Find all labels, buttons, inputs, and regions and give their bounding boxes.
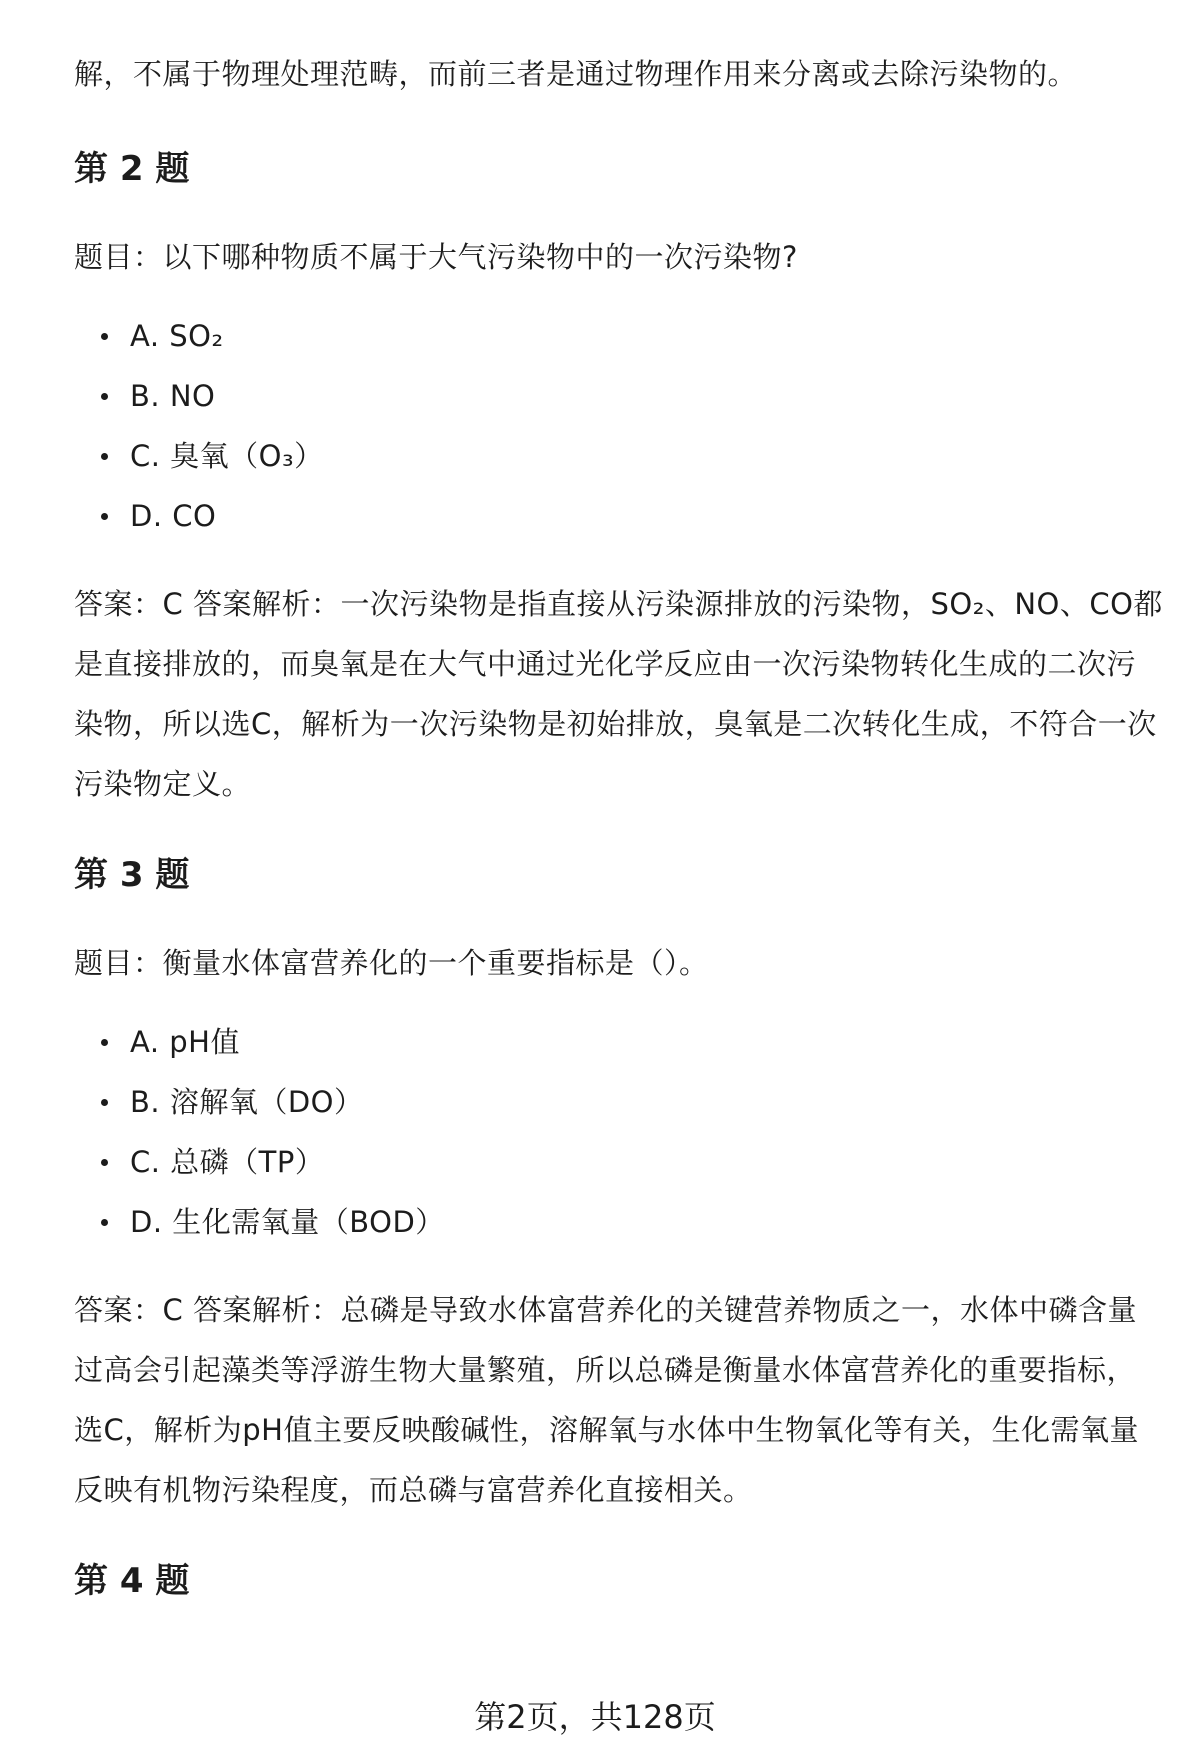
question-3-option-a: A. pH值 bbox=[74, 1012, 1164, 1072]
question-2-answer: 答案：C 答案解析：一次污染物是指直接从污染源排放的污染物，SO₂、NO、CO都是直接排放的，而臭氧是在大气中通过光化学反应由一次污染物转化生成的二次污染物，所以选C，解析为一次污染物是初始排放，臭氧是二次转化生成，不符合一次污染物定义。 bbox=[74, 587, 1163, 801]
question-3-prompt: 题目：衡量水体富营养化的一个重要指标是（）。 bbox=[74, 946, 709, 980]
question-3-option-c: C. 总磷（TP） bbox=[74, 1132, 1164, 1192]
question-3-answer: 答案：C 答案解析：总磷是导致水体富营养化的关键营养物质之一，水体中磷含量过高会引起藻类等浮游生物大量繁殖，所以总磷是衡量水体富营养化的重要指标，选C，解析为pH值主要反映酸碱性，溶解氧与水体中生物氧化等有关，生化需氧量反映有机物污染程度，而总磷与富营养化直接相关。 bbox=[74, 1293, 1139, 1507]
question-3-option-b: B. 溶解氧（DO） bbox=[74, 1072, 1164, 1132]
question-2-option-d: D. CO bbox=[74, 486, 1164, 546]
question-2-option-c: C. 臭氧（O₃） bbox=[74, 426, 1164, 486]
document-page bbox=[74, 0, 1164, 1604]
question-2-heading: 第 2 题 bbox=[74, 149, 190, 189]
question-2-option-a: A. SO₂ bbox=[74, 306, 1164, 366]
question-3-option-d: D. 生化需氧量（BOD） bbox=[74, 1192, 1164, 1252]
question-2-option-b: B. NO bbox=[74, 366, 1164, 426]
page-footer: 第2页，共128页 bbox=[474, 1698, 716, 1736]
intro-paragraph: 解，不属于物理处理范畴，而前三者是通过物理作用来分离或去除污染物的。 bbox=[74, 57, 1078, 91]
question-4-heading: 第 4 题 bbox=[74, 1561, 190, 1601]
question-3-options bbox=[74, 1012, 1164, 1252]
question-3-heading: 第 3 题 bbox=[74, 855, 190, 895]
question-2-prompt: 题目：以下哪种物质不属于大气污染物中的一次污染物? bbox=[74, 240, 798, 274]
question-2-options bbox=[74, 306, 1164, 546]
